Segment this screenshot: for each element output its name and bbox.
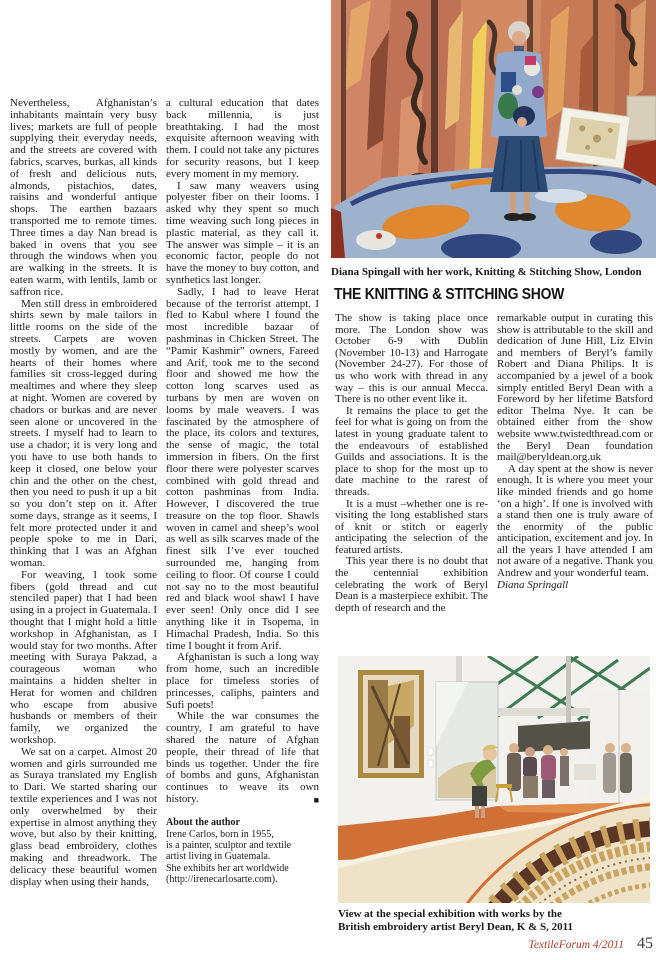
end-of-article-marker: ■: [313, 794, 319, 805]
wall-panel: [627, 96, 656, 140]
article-column-2: [166, 98, 319, 885]
paragraph: A day spent at the show is never enough. It is where you meet your like minded friends and go home ‘on a high’. If one is involved with a stand then one is truly aware of the enormity of the public anticipation, excitement and joy. In all the years I have attended I am not aware of a negative. Thank you Andrew and your wonderful team.: [497, 462, 653, 580]
section-headline: THE KNITTING & STITCHING SHOW: [334, 286, 565, 303]
ks-column-a: [335, 313, 488, 614]
photo2-caption: [338, 908, 650, 933]
framed-artwork: [358, 670, 433, 778]
page-number: 45: [637, 935, 653, 952]
journal-issue: TextileForum 4/2011: [528, 939, 624, 951]
paragraph: I saw many weavers using polyester fiber on their looms. I asked why they spent so much time weaving such long pieces in plastic material, as they call it. The answer was simple – it is an economic factor, people do not have the money to buy cotton, and synthetics last longer.: [166, 179, 319, 286]
photo-diana-spingall-illustration: [331, 0, 656, 258]
about-author-heading: About the author: [166, 816, 240, 828]
about-author-line: (http://irenecarlosarte.com).: [166, 873, 278, 885]
photo2-caption-line: View at the special exhibition with works by the: [338, 908, 562, 920]
paragraph: Nevertheless, Afghanistan’s inhabitants maintain very busy lives; markets are full of people supplying their everyday needs, and the streets are covered with fabrics, scarves, burkas, all kinds of fresh and delicious nuts, almonds, pistachios, dates, raisins and wonderful antique shops. The earthen bazaars transported me to remote times. Three times a day Nan bread is baked in ovens that you see through the windows when you are walking in the streets. It is eaten warm, with lentils, lamb or saffron rice.: [10, 97, 157, 298]
display-case: [436, 682, 498, 800]
photo-beryl-dean-illustration: [338, 656, 650, 903]
photo-beryl-dean-exhibition: [338, 656, 650, 903]
paragraph: It remains the place to get the feel for what is going on from the latest in young graduate talent to the endeavours of established Guilds and associations. It is the place to shop for the most up to date machine to the rarest of threads.: [335, 404, 488, 498]
paragraph: a cultural education that dates back millennia, is just breathtaking. I had the most exquisite afternoon weaving with them. I could not take any pictures for security reasons, but I keep every moment in my memory.: [166, 97, 319, 180]
author-signature: Diana Springall: [497, 578, 569, 591]
paragraph: The show is taking place once more. The London show was October 6-9 with Dublin (November 10-13) and Harrogate (November 24-27). For those of us who work with thread in any way – this is our annual Mecca. There is no other event like it.: [335, 312, 488, 406]
framed-textile: [556, 108, 631, 169]
about-author-line: is a painter, sculptor and textile: [166, 840, 292, 852]
paragraph: We sat on a carpet. Almost 20 women and girls surrounded me as Suraya translated my English to Dari. We started sharing our textile experiences and I was not only overwhelmed by their expertise in almost anything they wove, but also by their knitting, glass bead embroidery, clothes making and threadwork. The delicacy these beautiful women display when using their hands,: [10, 745, 157, 888]
paragraph: Sadly, I had to leave Herat because of the terrorist attempt. I fled to Kabul where I found the most incredible bazaar of pashminas in Chicken Street. The “Pamir Kashmir” owners, Fareed and Arif, took me to the second floor and showed me how the cotton long scarves used as turbans by men are woven on looms by male weavers. I was fascinated by the atmosphere of the place, its colors and textures, the sense of magic, the total immersion in fibers. On the first floor there were polyester scarves combined with gold thread and cotton pashminas from India. However, I discovered the true treasure on the top floor. Shawls woven in camel and sheep’s wool as well as silk scarves made of the finest silk I’ve ever touched surrounded me, hanging from ceiling to floor. Of course I could not say no to the most beautiful red and black wool shawl I have ever seen! Only once did I see anything like it in Tsopema, in Himachal Pradesh, India. So this time I bought it from Arif.: [166, 285, 319, 652]
paragraph: remarkable output in curating this show is attributable to the skill and dedication of June Hill, Liz Elvin and members of Beryl’s family Robert and Diana Philips. It is accompanied by a jewel of a book simply entitled Beryl Dean with a Foreword by her lifetime Batsford editor Thelma Nye. It can be obtained either from the show website www.twistedthread.com or the Beryl Dean foundation mail@beryldean.org.uk: [497, 312, 653, 464]
article-column-1: [10, 98, 157, 888]
about-the-author: [166, 817, 319, 885]
ks-column-b: [497, 313, 653, 591]
about-author-line: Irene Carlos, born in 1955,: [166, 829, 274, 841]
paragraph: Afghanistan is such a long way from home, such an incredible place for timeless stories of princesses, caliphs, painters and Sufi poets!: [166, 651, 319, 711]
photo2-caption-line: British embroidery artist Beryl Dean, K & S, 2011: [338, 920, 574, 933]
photo1-caption: Diana Spingall with her work, Knitting & Stitching Show, London: [331, 266, 642, 278]
paragraph: It is a must –whether one is re-visiting the long established stars of knit or stitch or eagerly anticipating the selection of the featured artists.: [335, 497, 488, 556]
paragraph: Men still dress in embroidered shirts sewn by male tailors in little rooms on the side of the streets. Carpets are woven mostly by women, and are the hearts of their homes where families sit cross-legged during mealtimes and where they sleep at night. Women are covered by chadors or burkas and are never seen alone or uncovered in the streets. I myself had to learn to use a chador; it is very long and you have to use both hands to keep it closed, one below your chin and the other on the chest, then you need to push it up a bit so you don’t step on it. After some days, strange as it seems, I felt more protected under it and people spoke to me in Dari, thinking that I was an Afghan woman.: [10, 297, 157, 570]
photo-diana-spingall: [331, 0, 656, 258]
page-footer: [331, 935, 653, 953]
paragraph: For weaving, I took some fibers (gold thread and cut stenciled paper) that I had been using in a project in Guatemala. I thought that I might hold a little workshop in Afghanistan, as I would stay for two months. After meeting with Suraya Pakzad, a courageous woman who maintains a hidden shelter in Herat for women and children who escape from abusive husbands or members of their family, we organized the workshop.: [10, 568, 157, 747]
about-author-line: She exhibits her art worldwide: [166, 862, 289, 874]
paragraph: [166, 711, 319, 805]
paragraph-text: While the war consumes the country, I am grateful to have shared the nature of Afghan people, their thread of life that binds us together. Under the fire of bombs and guns, Afghanistan continues to weave its own history.: [166, 710, 319, 806]
paragraph: This year there is no doubt that the centennial exhibition celebrating the work of Beryl Dean is a masterpiece exhibit. The depth of research and the: [335, 555, 488, 614]
about-author-line: artist living in Guatemala.: [166, 851, 271, 863]
